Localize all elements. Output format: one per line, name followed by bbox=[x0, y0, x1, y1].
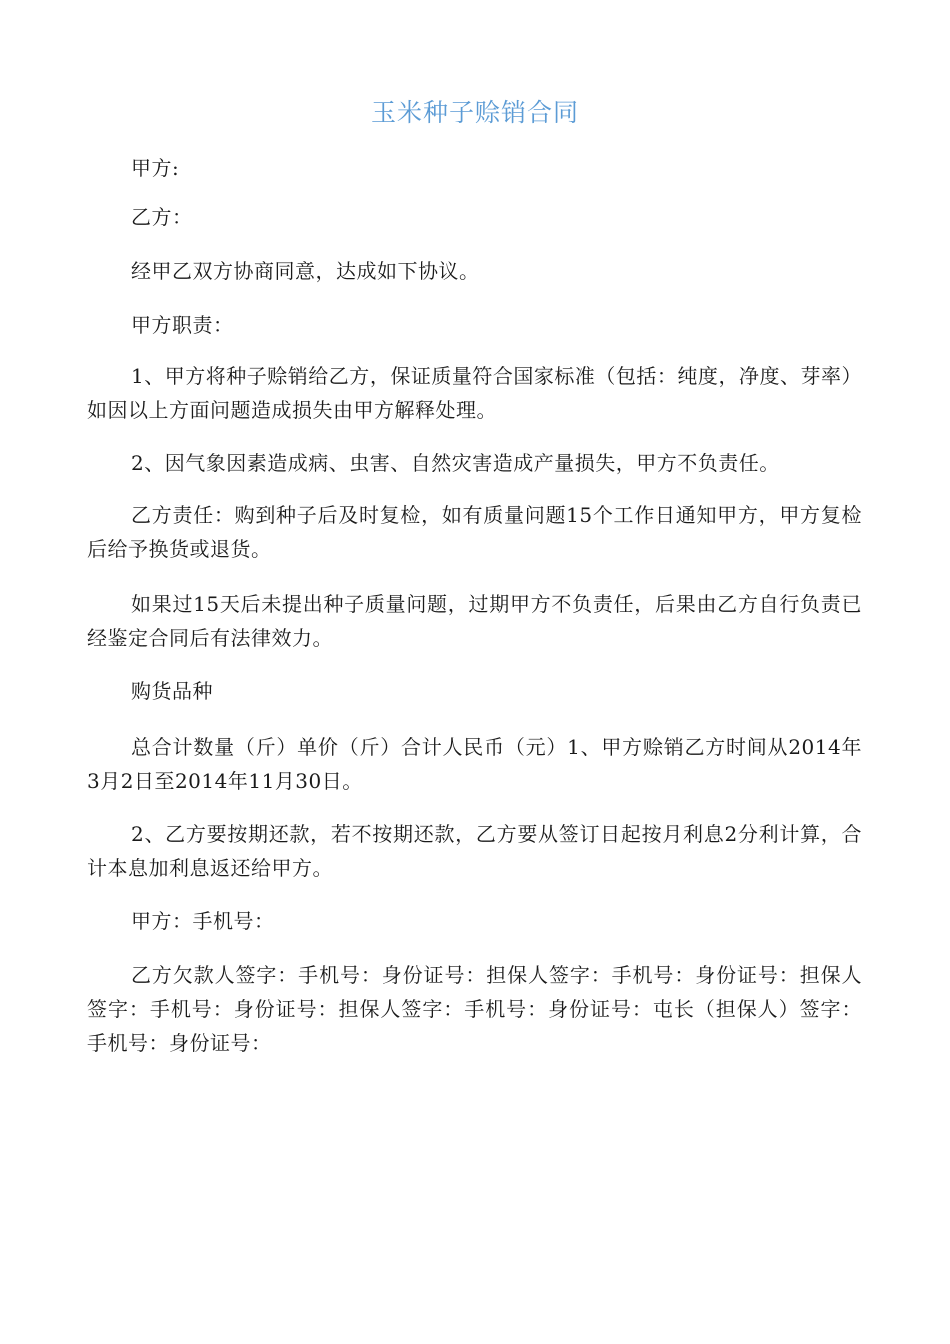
party-b-signature-block: 乙方欠款人签字：手机号：身份证号：担保人签字：手机号：身份证号：担保人签字：手机号：身份证号：担保人签字：手机号：身份证号：屯长（担保人）签字：手机号：身份证号： bbox=[87, 963, 862, 1055]
party-a-duties-heading: 甲方职责： bbox=[131, 313, 234, 337]
clause-credit-period: 总合计数量（斤）单价（斤）合计人民币（元）1、甲方赊销乙方时间从2014年3月2日至2014年11月30日。 bbox=[87, 735, 862, 793]
party-b-duties: 乙方责任：购到种子后及时复检，如有质量问题15个工作日通知甲方，甲方复检后给予换货或退货。 bbox=[87, 503, 862, 561]
clause-repayment: 2、乙方要按期还款，若不按期还款，乙方要从签订日起按月利息2分利计算，合计本息加利息返还给甲方。 bbox=[87, 822, 862, 880]
document-title: 玉米种子赊销合同 bbox=[370, 98, 579, 127]
purchase-variety-heading: 购货品种 bbox=[131, 679, 213, 703]
party-a-line: 甲方: bbox=[131, 156, 180, 180]
clause-quality-guarantee: 1、甲方将种子赊销给乙方，保证质量符合国家标准（包括：纯度，净度、芽率）如因以上方面问题造成损失由甲方解释处理。 bbox=[87, 364, 862, 422]
agreement-intro: 经甲乙双方协商同意，达成如下协议。 bbox=[131, 259, 480, 283]
party-a-signature-line: 甲方：手机号： bbox=[131, 909, 275, 933]
clause-deadline: 如果过15天后未提出种子质量问题，过期甲方不负责任，后果由乙方自行负责已经鉴定合同后有法律效力。 bbox=[87, 592, 862, 650]
party-b-line: 乙方： bbox=[131, 205, 193, 229]
clause-weather-disclaimer: 2、因气象因素造成病、虫害、自然灾害造成产量损失，甲方不负责任。 bbox=[131, 451, 780, 475]
